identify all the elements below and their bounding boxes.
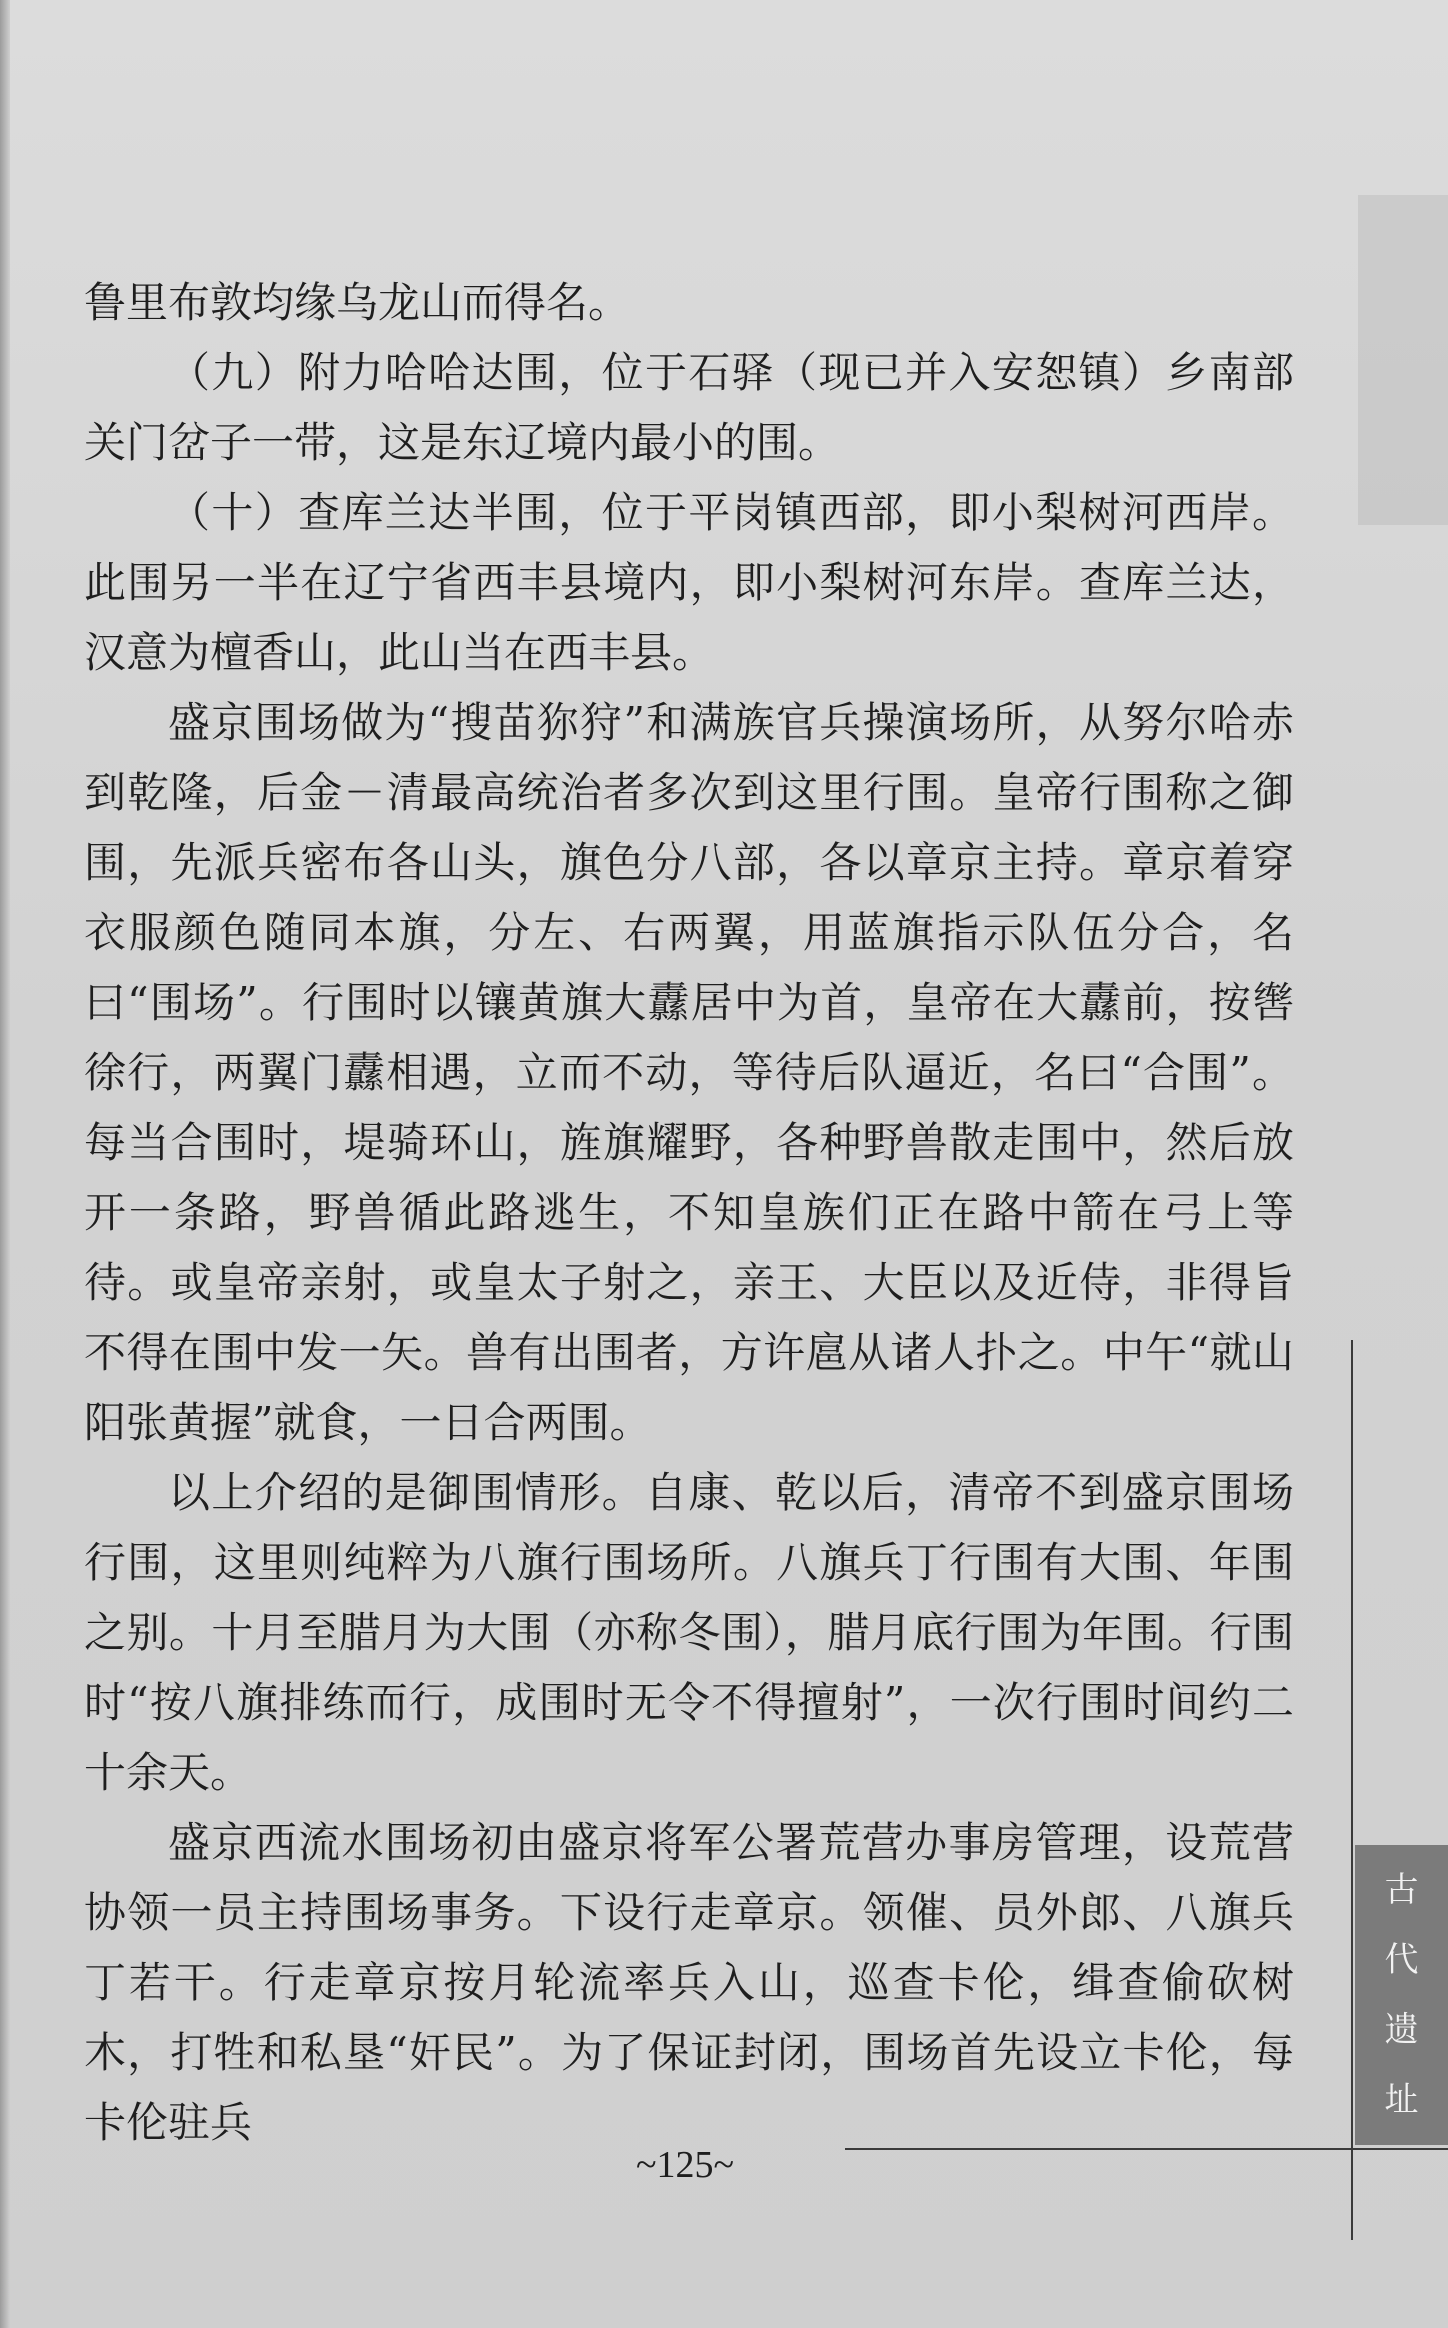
chapter-tab-char: 遗 xyxy=(1384,2010,1419,2050)
chapter-tab-char: 古 xyxy=(1384,1870,1419,1910)
chapter-tab-char: 址 xyxy=(1384,2080,1419,2120)
body-text xyxy=(84,268,1294,2158)
chapter-tab xyxy=(1355,1845,1448,2145)
paragraph: （十）查库兰达半围，位于平岗镇西部，即小梨树河西岸。此围另一半在辽宁省西丰县境内，即小梨树河东岸。查库兰达，汉意为檀香山，此山当在西丰县。 xyxy=(84,488,1294,677)
bleed-through-tab xyxy=(1358,195,1448,525)
chapter-tab-char: 代 xyxy=(1384,1940,1419,1980)
footer-rule xyxy=(845,2148,1448,2150)
paragraph: 盛京围场做为“搜苗狝狩”和满族官兵操演场所，从努尔哈赤到乾隆，后金－清最高统治者多次到这里行围。皇帝行围称之御围，先派兵密布各山头，旗色分八部，各以章京主持。章京着穿衣服颜色随同本旗，分左、右两翼，用蓝旗指示队伍分合，名曰“围场”。行围时以镶黄旗大纛居中为首，皇帝在大纛前，按辔徐行，两翼门纛相遇，立而不动，等待后队逼近，名曰“合围”。每当合围时，堤骑环山，旌旗耀野，各种野兽散走围中，然后放开一条路，野兽循此路逃生，不知皇族们正在路中箭在弓上等待。或皇帝亲射，或皇太子射之，亲王、大臣以及近侍，非得旨不得在围中发一矢。兽有出围者，方许扈从诸人扑之。中午“就山阳张黄握”就食，一日合两围。 xyxy=(84,698,1294,1447)
paragraph: 鲁里布敦均缘乌龙山而得名。 xyxy=(84,278,631,327)
paragraph: 盛京西流水围场初由盛京将军公署荒营办事房管理，设荒营协领一员主持围场事务。下设行走章京。领催、员外郎、八旗兵丁若干。行走章京按月轮流率兵入山，巡查卡伦，缉查偷砍树木，打牲和私垦“奸民”。为了保证封闭，围场首先设立卡伦，每卡伦驻兵 xyxy=(84,1818,1294,2147)
paragraph: 以上介绍的是御围情形。自康、乾以后，清帝不到盛京围场行围，这里则纯粹为八旗行围场所。八旗兵丁行围有大围、年围之别。十月至腊月为大围（亦称冬围），腊月底行围为年围。行围时“按八旗排练而行，成围时无令不得擅射”，一次行围时间约二十余天。 xyxy=(84,1468,1294,1797)
margin-rule xyxy=(1351,1340,1353,2240)
page-number: ~125~ xyxy=(635,2144,735,2186)
paragraph: （九）附力哈哈达围，位于石驿（现已并入安恕镇）乡南部关门岔子一带，这是东辽境内最小的围。 xyxy=(84,348,1294,467)
page-spine-shadow xyxy=(0,0,10,2328)
